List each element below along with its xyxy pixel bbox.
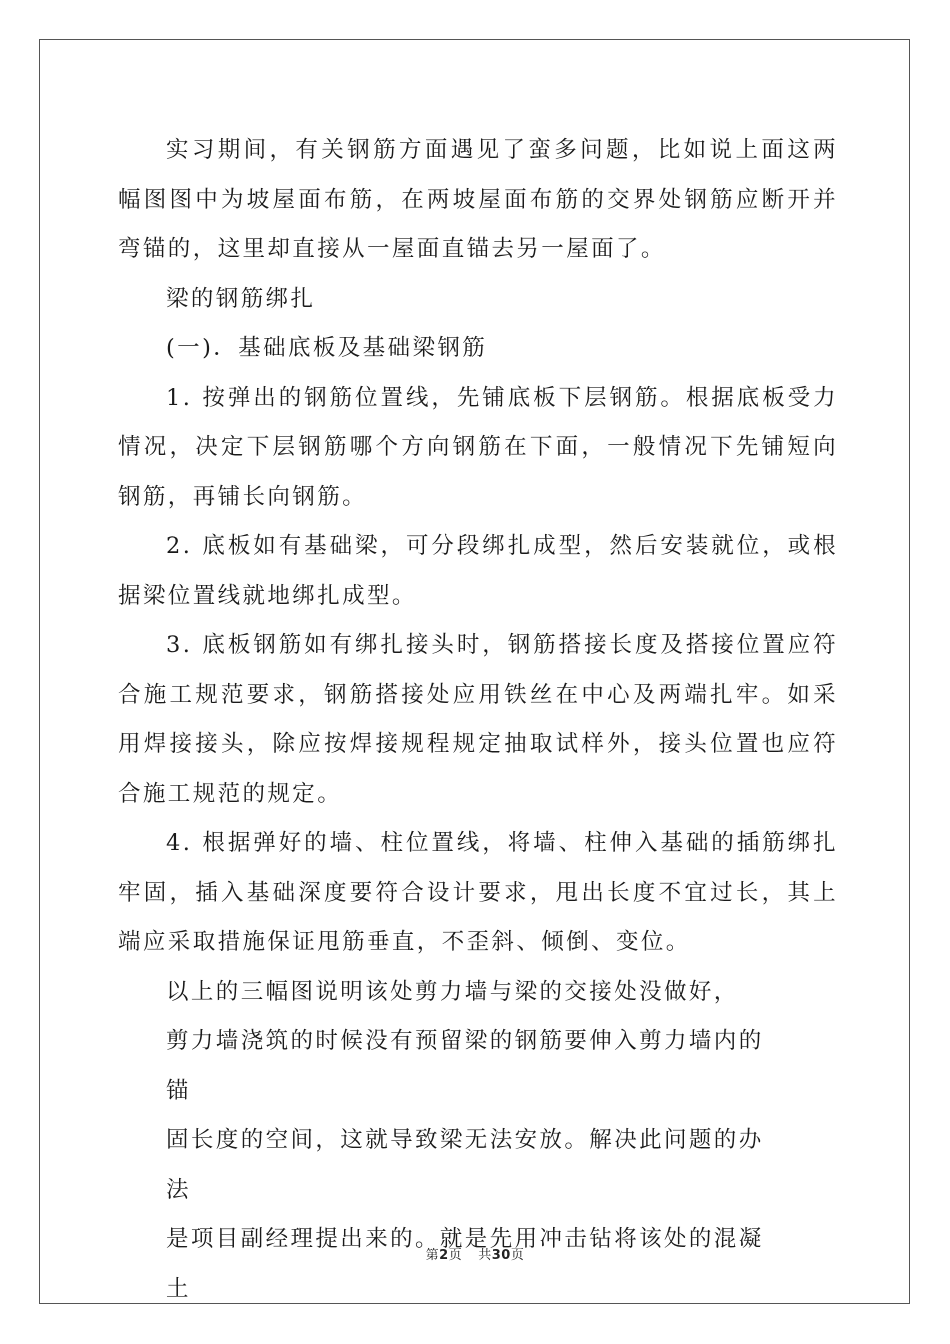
subsection-heading-foundation: (一)．基础底板及基础梁钢筋	[166, 335, 488, 361]
total-suffix: 页	[510, 1248, 525, 1263]
section-heading-beam-rebar: 梁的钢筋绑扎	[166, 285, 316, 312]
trailing-line-1: 以上的三幅图说明该处剪力墙与梁的交接处没做好，	[166, 978, 739, 1005]
page-prefix: 第	[425, 1248, 440, 1263]
trailing-line-2: 剪力墙浇筑的时候没有预留梁的钢筋要伸入剪力墙内的锚	[166, 1028, 764, 1104]
list-item-1: 1. 按弹出的钢筋位置线，先铺底板下层钢筋。根据底板受力情况，决定下层钢筋哪个方向钢筋在下面，一般情况下先铺短向钢筋，再铺长向钢筋。	[118, 384, 838, 510]
trailing-line-3: 固长度的空间，这就导致梁无法安放。解决此问题的办法	[166, 1127, 764, 1203]
total-pages: 30	[491, 1248, 511, 1263]
total-prefix: 共	[478, 1248, 492, 1263]
trailing-line-4: 是项目副经理提出来的。就是先用冲击钻将该处的混凝土	[166, 1226, 764, 1302]
list-item-2: 2. 底板如有基础梁，可分段绑扎成型，然后安装就位，或根据梁位置线就地绑扎成型。	[118, 533, 838, 609]
document-body	[118, 126, 838, 1314]
page-footer	[0, 1244, 950, 1263]
page-suffix: 页	[448, 1248, 463, 1263]
list-item-3: 3. 底板钢筋如有绑扎接头时，钢筋搭接长度及搭接位置应符合施工规范要求，钢筋搭接处应用铁丝在中心及两端扎牢。如采用焊接接头，除应按焊接规程规定抽取试样外，接头位置也应符合施工规范的规定。	[118, 632, 838, 807]
page-number: 2	[439, 1248, 449, 1263]
list-item-4: 4. 根据弹好的墙、柱位置线，将墙、柱伸入基础的插筋绑扎牢固，插入基础深度要符合设计要求，甩出长度不宜过长，其上端应采取措施保证甩筋垂直，不歪斜、倾倒、变位。	[118, 830, 838, 955]
paragraph-internship-issues: 实习期间，有关钢筋方面遇见了蛮多问题，比如说上面这两幅图图中为坡屋面布筋，在两坡屋面布筋的交界处钢筋应断开并弯锚的，这里却直接从一屋面直锚去另一屋面了。	[118, 137, 838, 262]
